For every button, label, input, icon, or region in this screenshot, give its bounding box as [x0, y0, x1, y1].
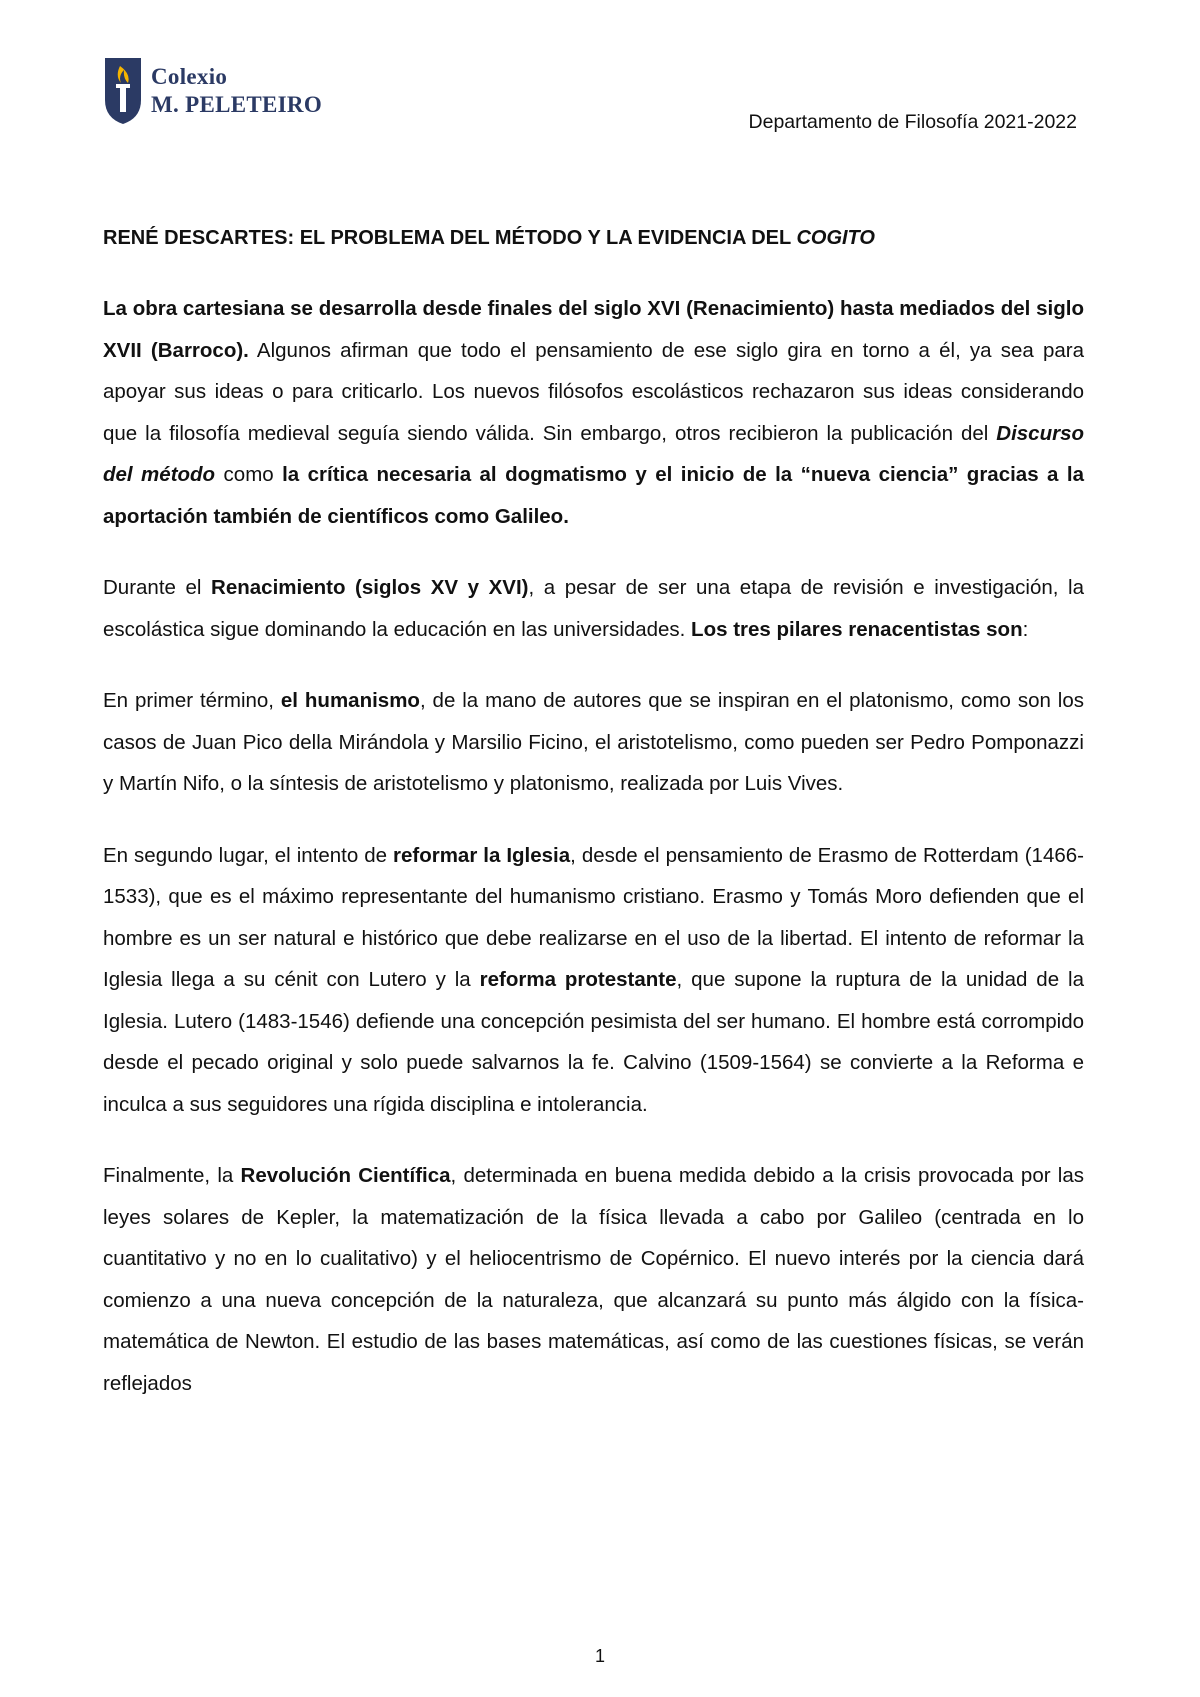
title-italic: COGITO: [796, 227, 875, 249]
body-text: Finalmente, la: [103, 1164, 241, 1187]
bold-text: Los tres pilares renacentistas son: [691, 617, 1023, 641]
bold-text: el humanismo: [280, 689, 420, 712]
body-text: , determinada en buena medida debido a la crisis provocada por las leyes solares de Kepler, la matematización de la física llevada a cabo por Galileo (centrada en lo cuantitativo y no en lo cualitativo) y el heliocentrismo de Copérnico. El nuevo interés por la ciencia dará comienzo a una nueva concepción de la naturaleza, que alcanzará su punto más álgido con la física-matemática de Newton. El estudio de las bases matemáticas, así como de las cuestiones físicas, se verán reflejados: [103, 1164, 1084, 1395]
logo-line-1: Colexio: [151, 64, 228, 89]
bold-text: La obra cartesiana se desarrolla desde finales del siglo XVI (Renacimiento) hasta mediados del siglo XVII (Barroco).: [103, 297, 1084, 362]
paragraph-intro: [103, 288, 1084, 537]
body-text: En segundo lugar, el intento de: [103, 843, 393, 867]
department-header: Departamento de Filosofía 2021-2022: [748, 111, 1077, 133]
body-text: como: [215, 463, 283, 486]
body-text: :: [1022, 617, 1029, 641]
logo-line-2: M. PELETEIRO: [151, 92, 323, 117]
torch-shield-icon: [103, 56, 143, 126]
document-title: [103, 224, 1084, 252]
bold-text: la crítica necesaria al dogmatismo y el inicio de la “nueva ciencia” gracias a la aportación también de científicos como Galileo.: [103, 463, 1084, 528]
school-logo: [103, 56, 322, 126]
bold-text: reforma protestante: [479, 968, 677, 991]
body-text: Algunos afirman que todo el pensamiento de ese siglo gira en torno a él, ya sea para apoyar sus ideas o para criticarlo. Los nuevos filósofos escolásticos rechazaron sus ideas considerando que la filosofía medieval seguía siendo válida. Sin embargo, otros recibieron la publicación del: [103, 338, 1085, 445]
body-text: , desde el pensamiento de Erasmo de Rotterdam (1466- 1533), que es el máximo representante del humanismo cristiano. Erasmo y Tomás Moro defienden que el hombre es un ser natural e histórico que debe realizarse en el uso de la libertad. El intento de reformar la Iglesia llega a su cénit con Lutero y la: [103, 843, 1084, 991]
paragraph-humanismo: [103, 680, 1084, 805]
page-number: 1: [594, 1646, 605, 1666]
paragraph-reforma: [103, 835, 1084, 1126]
bold-text: Revolución Científica: [240, 1164, 451, 1187]
body-text: , de la mano de autores que se inspiran en el platonismo, como son los casos de Juan Pico della Mirándola y Marsilio Ficino, el aristotelismo, como pueden ser Pedro Pomponazzi y Martín Nifo, o la síntesis de aristotelismo y platonismo, realizada por Luis Vives.: [103, 689, 1084, 795]
bold-text: reformar la Iglesia: [393, 843, 571, 867]
paragraph-renacimiento: [103, 567, 1084, 650]
document-body: [103, 224, 1084, 1434]
body-text: , que supone la ruptura de la unidad de la Iglesia. Lutero (1483-1546) defiende una concepción pesimista del ser humano. El hombre está corrompido desde el pecado original y solo puede salvarnos la fe. Calvino (1509-1564) se convierte a la Reforma e inculca a sus seguidores una rígida disciplina e intolerancia.: [103, 968, 1084, 1116]
paragraph-revolucion: [103, 1155, 1084, 1404]
title-main: RENÉ DESCARTES: EL PROBLEMA DEL MÉTODO Y LA EVIDENCIA DEL: [103, 227, 797, 249]
book-title: Discurso del método: [103, 421, 1084, 486]
body-text: , a pesar de ser una etapa de revisión e investigación, la escolástica sigue dominando la educación en las universidades.: [103, 576, 1084, 641]
bold-text: Renacimiento (siglos XV y XVI): [211, 576, 529, 599]
body-text: Durante el: [103, 576, 212, 599]
body-text: En primer término,: [103, 689, 281, 712]
